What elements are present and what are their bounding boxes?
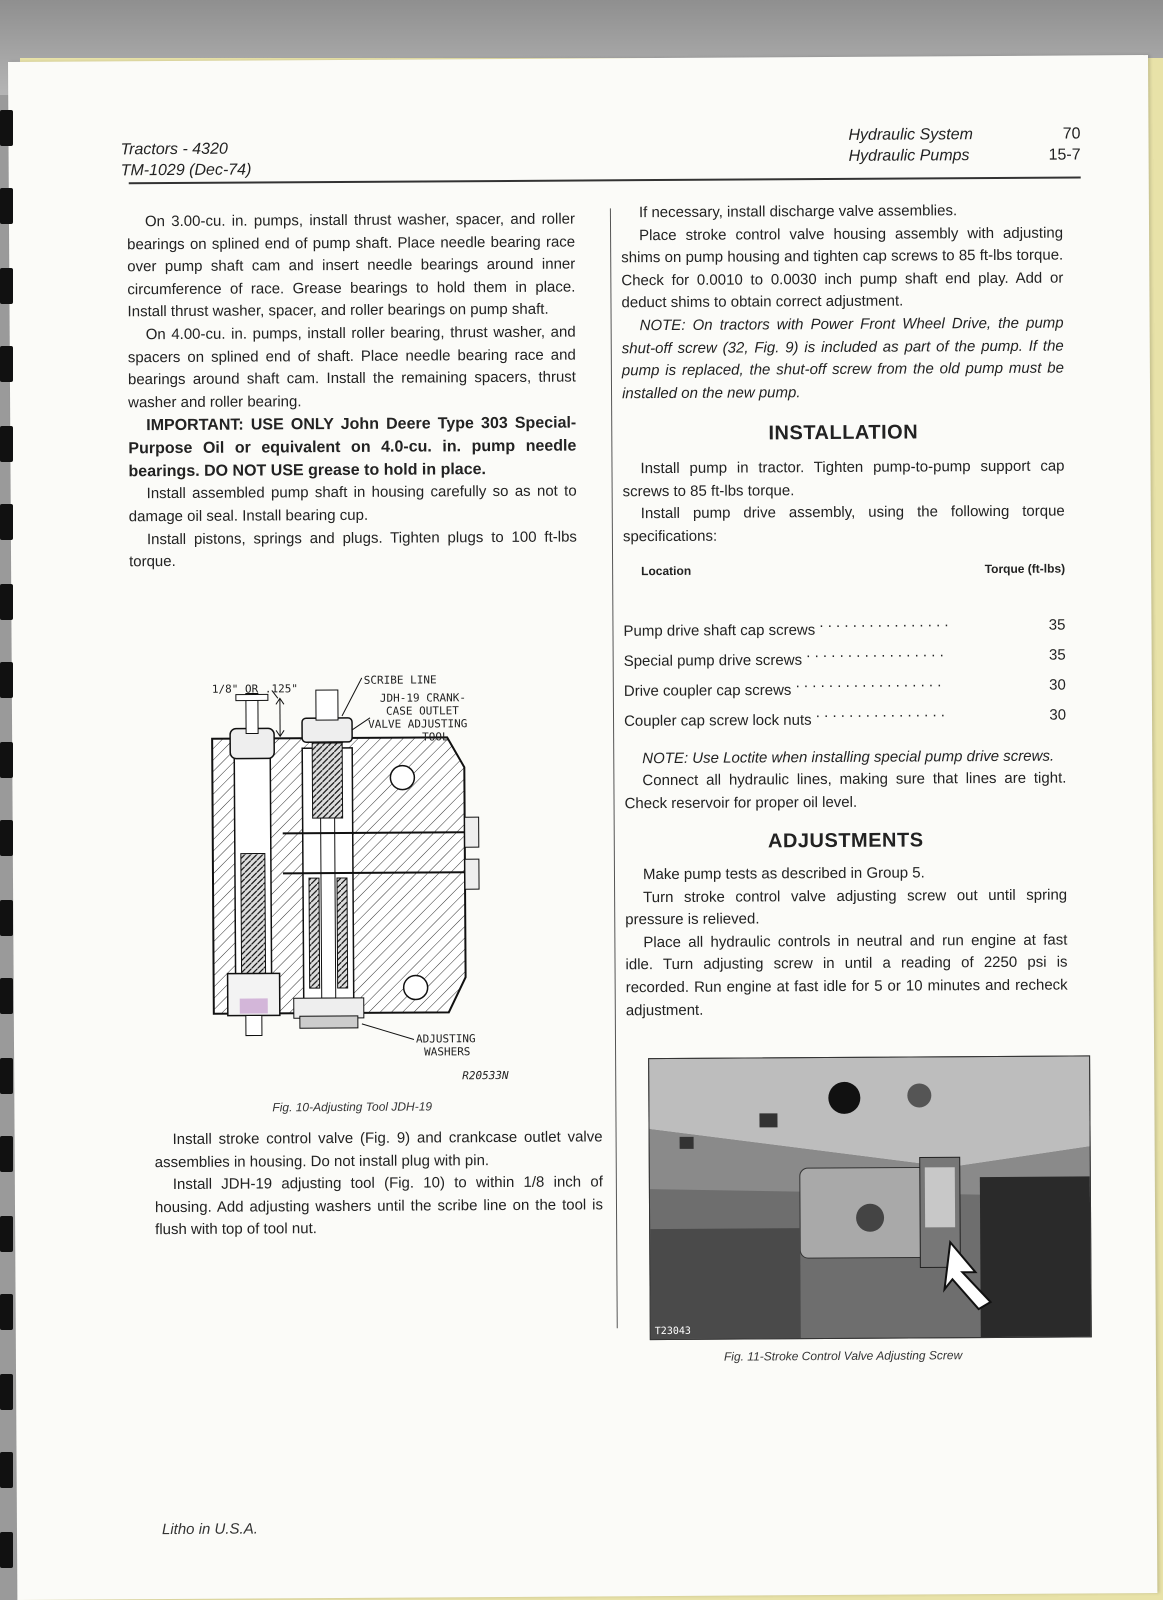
stroke-control-valve-photo (649, 1056, 1091, 1339)
figure-11-photo (648, 1055, 1092, 1340)
column-rule (610, 208, 618, 1328)
header-tractor-model: Tractors - 4320 (120, 140, 228, 159)
torque-location: Drive coupler cap screws (623, 682, 792, 701)
table-row: Pump drive shaft cap screws . . . . . . . . . . . . . . . . 35 (623, 610, 1065, 643)
torque-table (623, 610, 1066, 733)
torque-value: 30 (1049, 676, 1066, 694)
label-tool-3: VALVE ADJUSTING (368, 717, 468, 731)
tool-shaft (321, 818, 336, 998)
torque-location: Coupler cap screw lock nuts (623, 712, 812, 731)
port-hole (390, 766, 414, 790)
torque-value-header: Torque (ft-lbs) (984, 561, 1066, 577)
label-washers-1: ADJUSTING (415, 1032, 476, 1046)
paragraph: Turn stroke control valve adjusting screw out until spring pressure is relieved. (625, 886, 1068, 929)
footer-litho: Litho in U.S.A. (161, 1520, 258, 1539)
paragraph: On 4.00-cu. in. pumps, install roller bearing, thrust washer, and spacers on splined end of shaft. Place needle bearing race and bearings around shaft cam. Install the remaining spacers, thrust washer and roller bearing. (127, 323, 576, 412)
header-section-title: Hydraulic System (848, 126, 973, 144)
paragraph: Install pistons, springs and plugs. Tighten plugs to 100 ft-lbs torque. (129, 528, 577, 571)
header-page-number: 15-7 (1048, 146, 1081, 164)
table-row: Drive coupler cap screws . . . . . . . . . . . . . . . . . . 30 (624, 671, 1066, 704)
header-section-number: 70 (1062, 125, 1081, 143)
tool-spring-top (312, 743, 342, 818)
paragraph: Install stroke control valve (Fig. 9) and crankcase outlet valve assemblies in housing. Do not install plug with pin. (154, 1128, 603, 1171)
header-rule (129, 176, 1081, 184)
label-tool-4: TOOL (422, 730, 449, 744)
binding-rings (0, 100, 14, 1600)
label-gap: 1/8" OR .125" (211, 682, 298, 696)
torque-location-header: Location (641, 564, 692, 579)
figure-code: R20533N (462, 1068, 509, 1083)
left-column-bottom (155, 1126, 604, 1242)
torque-value: 35 (1048, 616, 1066, 634)
manual-page (8, 55, 1157, 1600)
label-washers-2: WASHERS (424, 1045, 471, 1059)
paragraph: Place all hydraulic controls in neutral and run engine at fast idle. Turn adjusting screw in until a reading of 2250 psi is recorded. Run engine at fast idle for 5 or 10 minutes and recheck adjustment. (625, 931, 1068, 1019)
header-left (120, 139, 251, 182)
paragraph: If necessary, install discharge valve assemblies. (638, 202, 958, 222)
left-spring (241, 853, 266, 973)
header-manual-number: TM-1029 (Dec-74) (120, 161, 252, 180)
adjusting-washers (300, 1016, 358, 1028)
right-spring (309, 878, 320, 988)
tool-nut (302, 718, 352, 742)
torque-location: Pump drive shaft cap screws (623, 621, 816, 640)
header-right (848, 123, 1080, 166)
table-row: Special pump drive screws . . . . . . . . . . . . . . . . . 35 (624, 641, 1066, 674)
torque-value: 35 (1048, 646, 1066, 664)
label-scribe-line: SCRIBE LINE (363, 673, 437, 687)
paragraph: Make pump tests as described in Group 5. (642, 864, 925, 884)
paragraph: Install pump drive assembly, using the following torque specifications: (622, 502, 1065, 545)
left-column-top (127, 209, 577, 574)
paragraph: Install pump in tractor. Tighten pump-to-pump support cap screws to 85 ft-lbs torque. (622, 457, 1065, 500)
table-row: Coupler cap screw lock nuts . . . . . . . . . . . . . . . . 30 (624, 701, 1066, 734)
figure-11-caption: Fig. 11-Stroke Control Valve Adjusting Screw (723, 1348, 963, 1364)
label-tool-1: JDH-19 CRANK- (379, 691, 467, 705)
paragraph: Install JDH-19 adjusting tool (Fig. 10) to within 1/8 inch of housing. Add adjusting washers until the scribe line on the tool is flush with top of tool nut. (154, 1173, 604, 1239)
bolt-head (465, 817, 479, 847)
figure-10-drawing (202, 667, 524, 1049)
torque-location: Special pump drive screws (623, 651, 803, 670)
paragraph: Install assembled pump shaft in housing carefully so as not to damage oil seal. Install bearing cup. (128, 482, 577, 526)
important-notice: IMPORTANT: USE ONLY John Deere Type 303 Special-Purpose Oil or equivalent on 4.0-cu. in. pump needle bearings. DO NOT USE grease to hold in place. (128, 414, 577, 481)
torque-value: 30 (1049, 706, 1067, 724)
tool-top (316, 690, 338, 720)
installation-heading: INSTALLATION (768, 421, 919, 445)
note-loctite: NOTE: Use Loctite when installing special pump drive screws. (642, 747, 1055, 767)
right-column (621, 200, 1068, 1023)
note-power-front-wheel-drive: NOTE: On tractors with Power Front Wheel Drive, the pump shut-off screw (32, Fig. 9) is included as part of the pump. If the pump is replaced, the shut-off screw from the old pump must be installed on the new pump. (621, 314, 1064, 403)
torque-table-header (641, 558, 1065, 583)
header-group-title: Hydraulic Pumps (848, 147, 970, 165)
figure-10-caption: Fig. 10-Adjusting Tool JDH-19 (272, 1099, 433, 1115)
label-tool-2: CASE OUTLET (385, 704, 459, 718)
figure-11-code: T23043 (654, 1325, 691, 1338)
paragraph: On 3.00-cu. in. pumps, install thrust washer, spacer, and roller bearings on splined end of pump shaft. Place needle bearing race over pump shaft cam and insert needle bearings around inner circumference of race. Grease bearings to hold them in place. Install thrust washer, spacer, and roller bearings on pump shaft. (127, 210, 576, 321)
paragraph: Place stroke control valve housing assembly with adjusting shims on pump housing and tighten cap screws to 85 ft-lbs torque. Check for 0.0010 to 0.0030 inch pump shaft end play. Add or deduct shims to obtain correct adjustment. (621, 224, 1064, 312)
paragraph: Connect all hydraulic lines, making sure that lines are tight. Check reservoir for proper oil level. (624, 769, 1067, 813)
adjustments-heading: ADJUSTMENTS (767, 829, 924, 853)
